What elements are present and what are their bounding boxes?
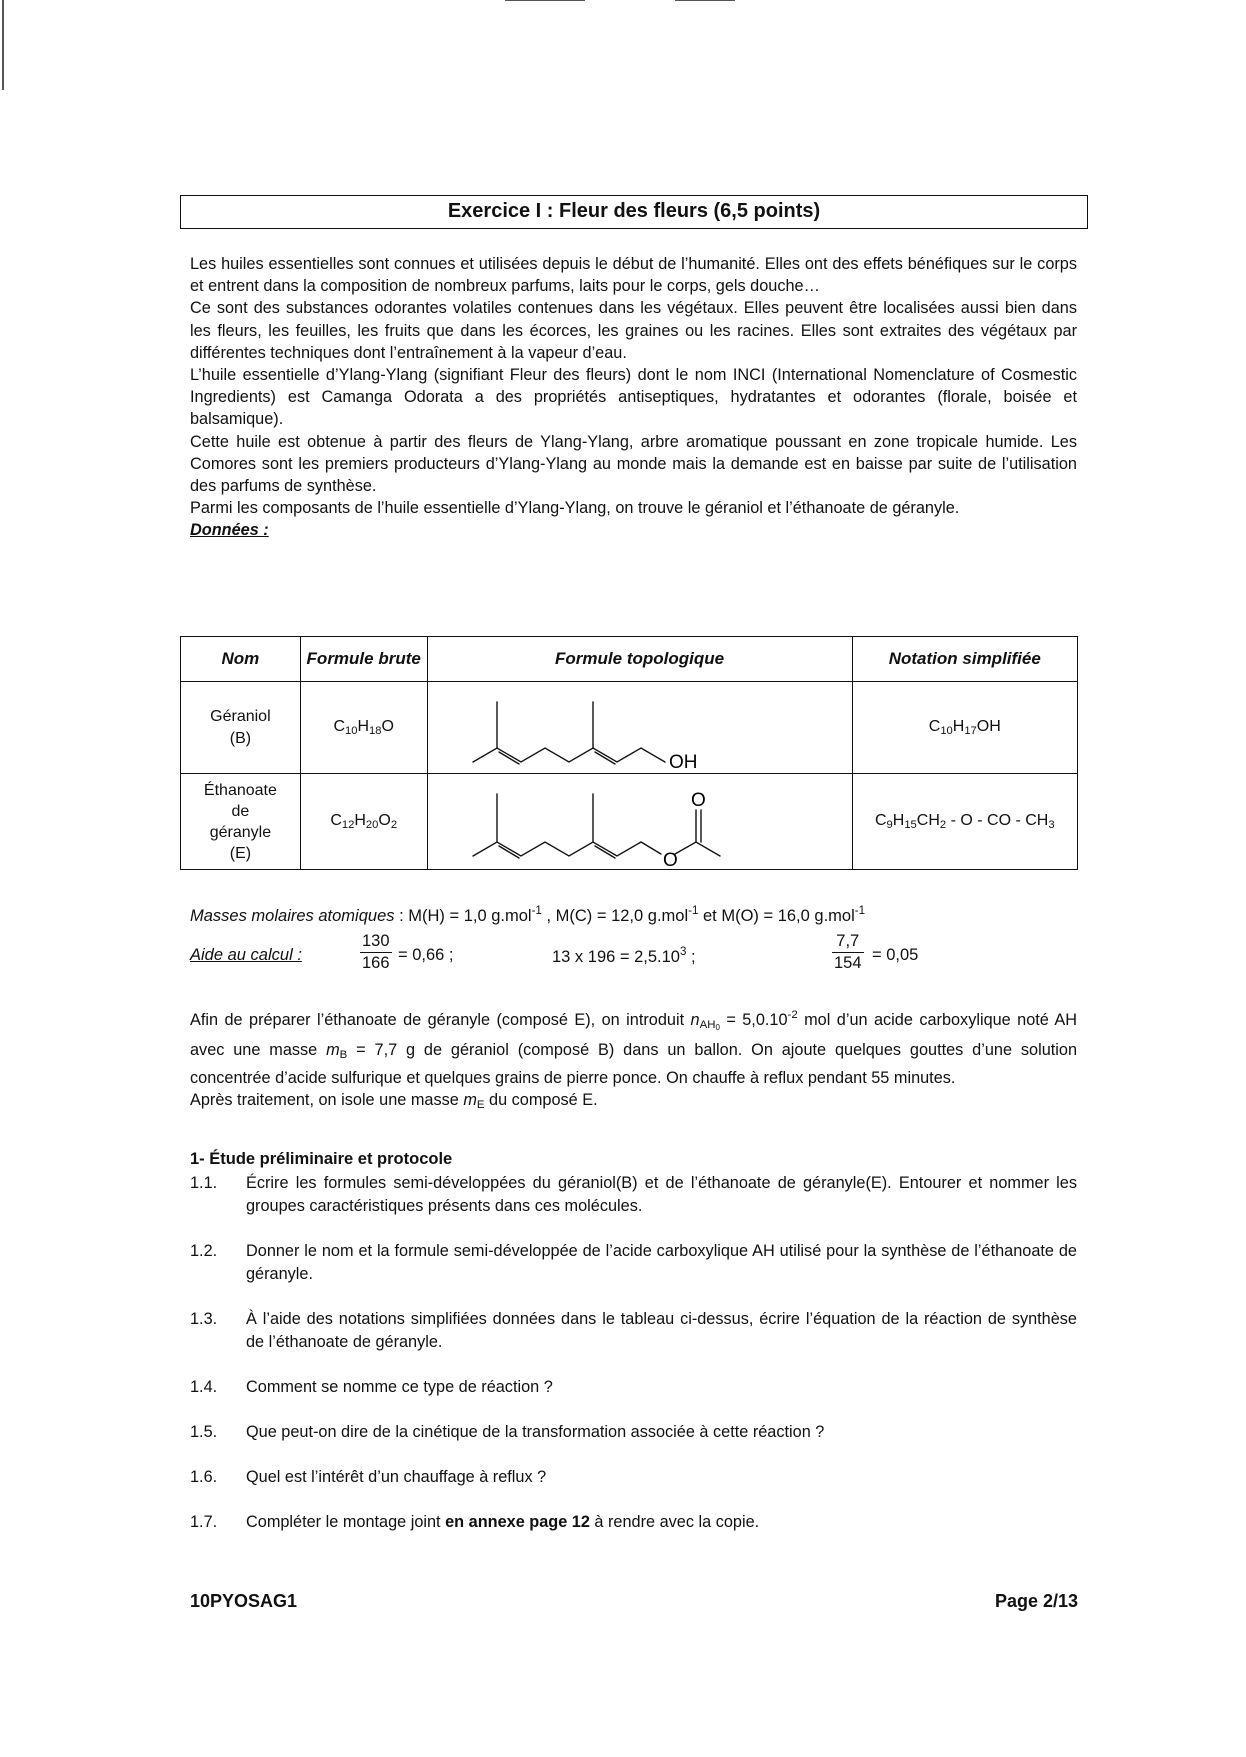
- scan-mark-top-2: [675, 0, 735, 1]
- intro-paragraph-1: Les huiles essentielles sont connues et utilisées depuis le début de l’humanité. Elles ont des effets bénéfiques sur le corps et entrent dans la composition de nombreux parfums, laits pour le corps, gels douche…: [190, 255, 1077, 296]
- ethanoate-simplified: $C_9H_{15}CH_2$ - O - CO - $CH_3$: [852, 774, 1077, 870]
- intro-paragraph-5: Parmi les composants de l’huile essentielle d’Ylang-Ylang, on trouve le géraniol et l’éthanoate de géranyle.: [190, 499, 960, 518]
- question-1-3: 1.3. À l’aide des notations simplifiées données dans le tableau ci-dessus, écrire l’équation de la réaction de synthèse de l’éthanoate de géranyle.: [190, 1310, 1077, 1351]
- protocol-paragraph-2: Après traitement, on isole une masse $m_E$ du composé E.: [190, 1091, 598, 1112]
- fraction-130-166: $\frac{130}{166}$: [362, 932, 390, 972]
- ethanoate-formula: $C_{12}H_{20}O_2$: [300, 774, 427, 870]
- page-number: Page 2/13: [994, 1591, 1078, 1611]
- question-1-2: 1.2. Donner le nom et la formule semi-développée de l’acide carboxylique AH utilisé pour la synthèse de l’éthanoate de géranyle.: [190, 1242, 1077, 1283]
- geraniol-topology: [427, 682, 852, 774]
- intro-paragraph-2: Ce sont des substances odorantes volatiles contenues dans les végétaux. Elles peuvent être localisées aussi bien dans les fleurs, les feuilles, les fruits que dans les écorces, les graines ou les racines. Elles sont extraites des végétaux par différentes techniques dont l’entraînement à la vapeur d’eau.: [190, 299, 1077, 362]
- table-header-row: [181, 637, 1078, 682]
- question-1-5: 1.5. Que peut-on dire de la cinétique de la transformation associée à cette réaction ?: [190, 1423, 825, 1441]
- data-table: [180, 636, 1078, 870]
- intro-paragraph-4: Cette huile est obtenue à partir des fleurs de Ylang-Ylang, arbre aromatique poussant en zone tropicale humide. Les Comores sont les premiers producteurs d’Ylang-Ylang au monde mais la demande est en baisse par suite de l’utilisation des parfums de synthèse.: [190, 432, 1077, 496]
- geraniol-formula: $C_{10}H_{18}O$: [300, 682, 427, 774]
- intro-paragraph-3: L’huile essentielle d’Ylang-Ylang (signifiant Fleur des fleurs) dont le nom INCI (International Nomenclature of Cosmestic Ingredients) est Camanga Odorata a des propriétés antiseptiques, hydratantes et odorantes (florale, boisée et balsamique).: [190, 366, 1077, 429]
- fraction-3-result: = 0,05: [872, 946, 919, 964]
- ester-oxygen-label: O: [662, 850, 678, 869]
- geraniol-oh-label: OH: [668, 751, 698, 772]
- fraction-1-result: = 0,66 ;: [398, 946, 454, 964]
- carbonyl-oxygen-label: O: [690, 790, 706, 811]
- table-row-ethanoate: [181, 774, 1078, 870]
- intro-text: [190, 253, 1077, 542]
- document-code: 10PYOSAG1: [190, 1591, 298, 1611]
- protocol-text: [190, 1004, 1077, 1117]
- calc-13x196: 13 x $196 = 2,5.10^3$ ;: [552, 946, 696, 966]
- scan-mark-left: [2, 0, 4, 90]
- fraction-7-7-154: $\frac{7,7}{154}$: [834, 932, 862, 972]
- header-formule-brute: Formule brute: [300, 637, 427, 682]
- section-1-title: 1- Étude préliminaire et protocole: [190, 1150, 453, 1168]
- ethanoate-name: Éthanoate de géranyle (E): [181, 774, 301, 870]
- geraniol-simplified: $C_{10}H_{17}OH$: [852, 682, 1077, 774]
- protocol-paragraph-1: Afin de préparer l’éthanoate de géranyle (composé E), on introduit $n_{AH_0} = 5,0.10^{-2}$ mol d’un acide carboxylique noté AH avec une masse $m_B = 7,7$ g de géraniol (composé B) dans un ballon. On ajoute quelques gouttes d’une solution concentrée d’acide sulfurique et quelques grains de pierre ponce. On chauffe à reflux pendant 55 minutes.: [190, 1009, 1077, 1087]
- molar-masses-line: Masses molaires atomiques : M(H) = 1,0 g.mol$^{-1}$ , M(C) = 12,0 g.mol$^{-1}$ et M(O) = 16,0 g.mol$^{-1}$: [190, 905, 866, 925]
- aide-calcul-label: Aide au calcul :: [190, 946, 302, 964]
- table-row-geraniol: [181, 682, 1078, 774]
- geraniol-name: Géraniol (B): [181, 682, 301, 774]
- molar-masses-label: Masses molaires atomiques: [190, 906, 395, 925]
- question-1-6: 1.6. Quel est l’intérêt d’un chauffage à reflux ?: [190, 1468, 547, 1486]
- geraniol-structure-diagram: [430, 684, 850, 772]
- scan-mark-top: [505, 0, 585, 1]
- ethanoate-structure-diagram: [430, 774, 850, 869]
- exercise-title: Exercice I : Fleur des fleurs (6,5 points): [180, 195, 1088, 229]
- ethanoate-topology: [427, 774, 852, 870]
- header-notation-simplifiee: Notation simplifiée: [852, 637, 1077, 682]
- donnees-label: Données :: [190, 521, 269, 540]
- question-1-7: 1.7. Compléter le montage joint en annexe page 12 à rendre avec la copie.: [190, 1513, 760, 1531]
- header-formule-topologique: Formule topologique: [427, 637, 852, 682]
- header-nom: Nom: [181, 637, 301, 682]
- question-1-1: 1.1. Écrire les formules semi-développées du géraniol(B) et de l’éthanoate de géranyle(E). Entourer et nommer les groupes caractéristiques présents dans ces molécules.: [190, 1174, 1077, 1215]
- question-1-4: 1.4. Comment se nomme ce type de réaction ?: [190, 1378, 553, 1396]
